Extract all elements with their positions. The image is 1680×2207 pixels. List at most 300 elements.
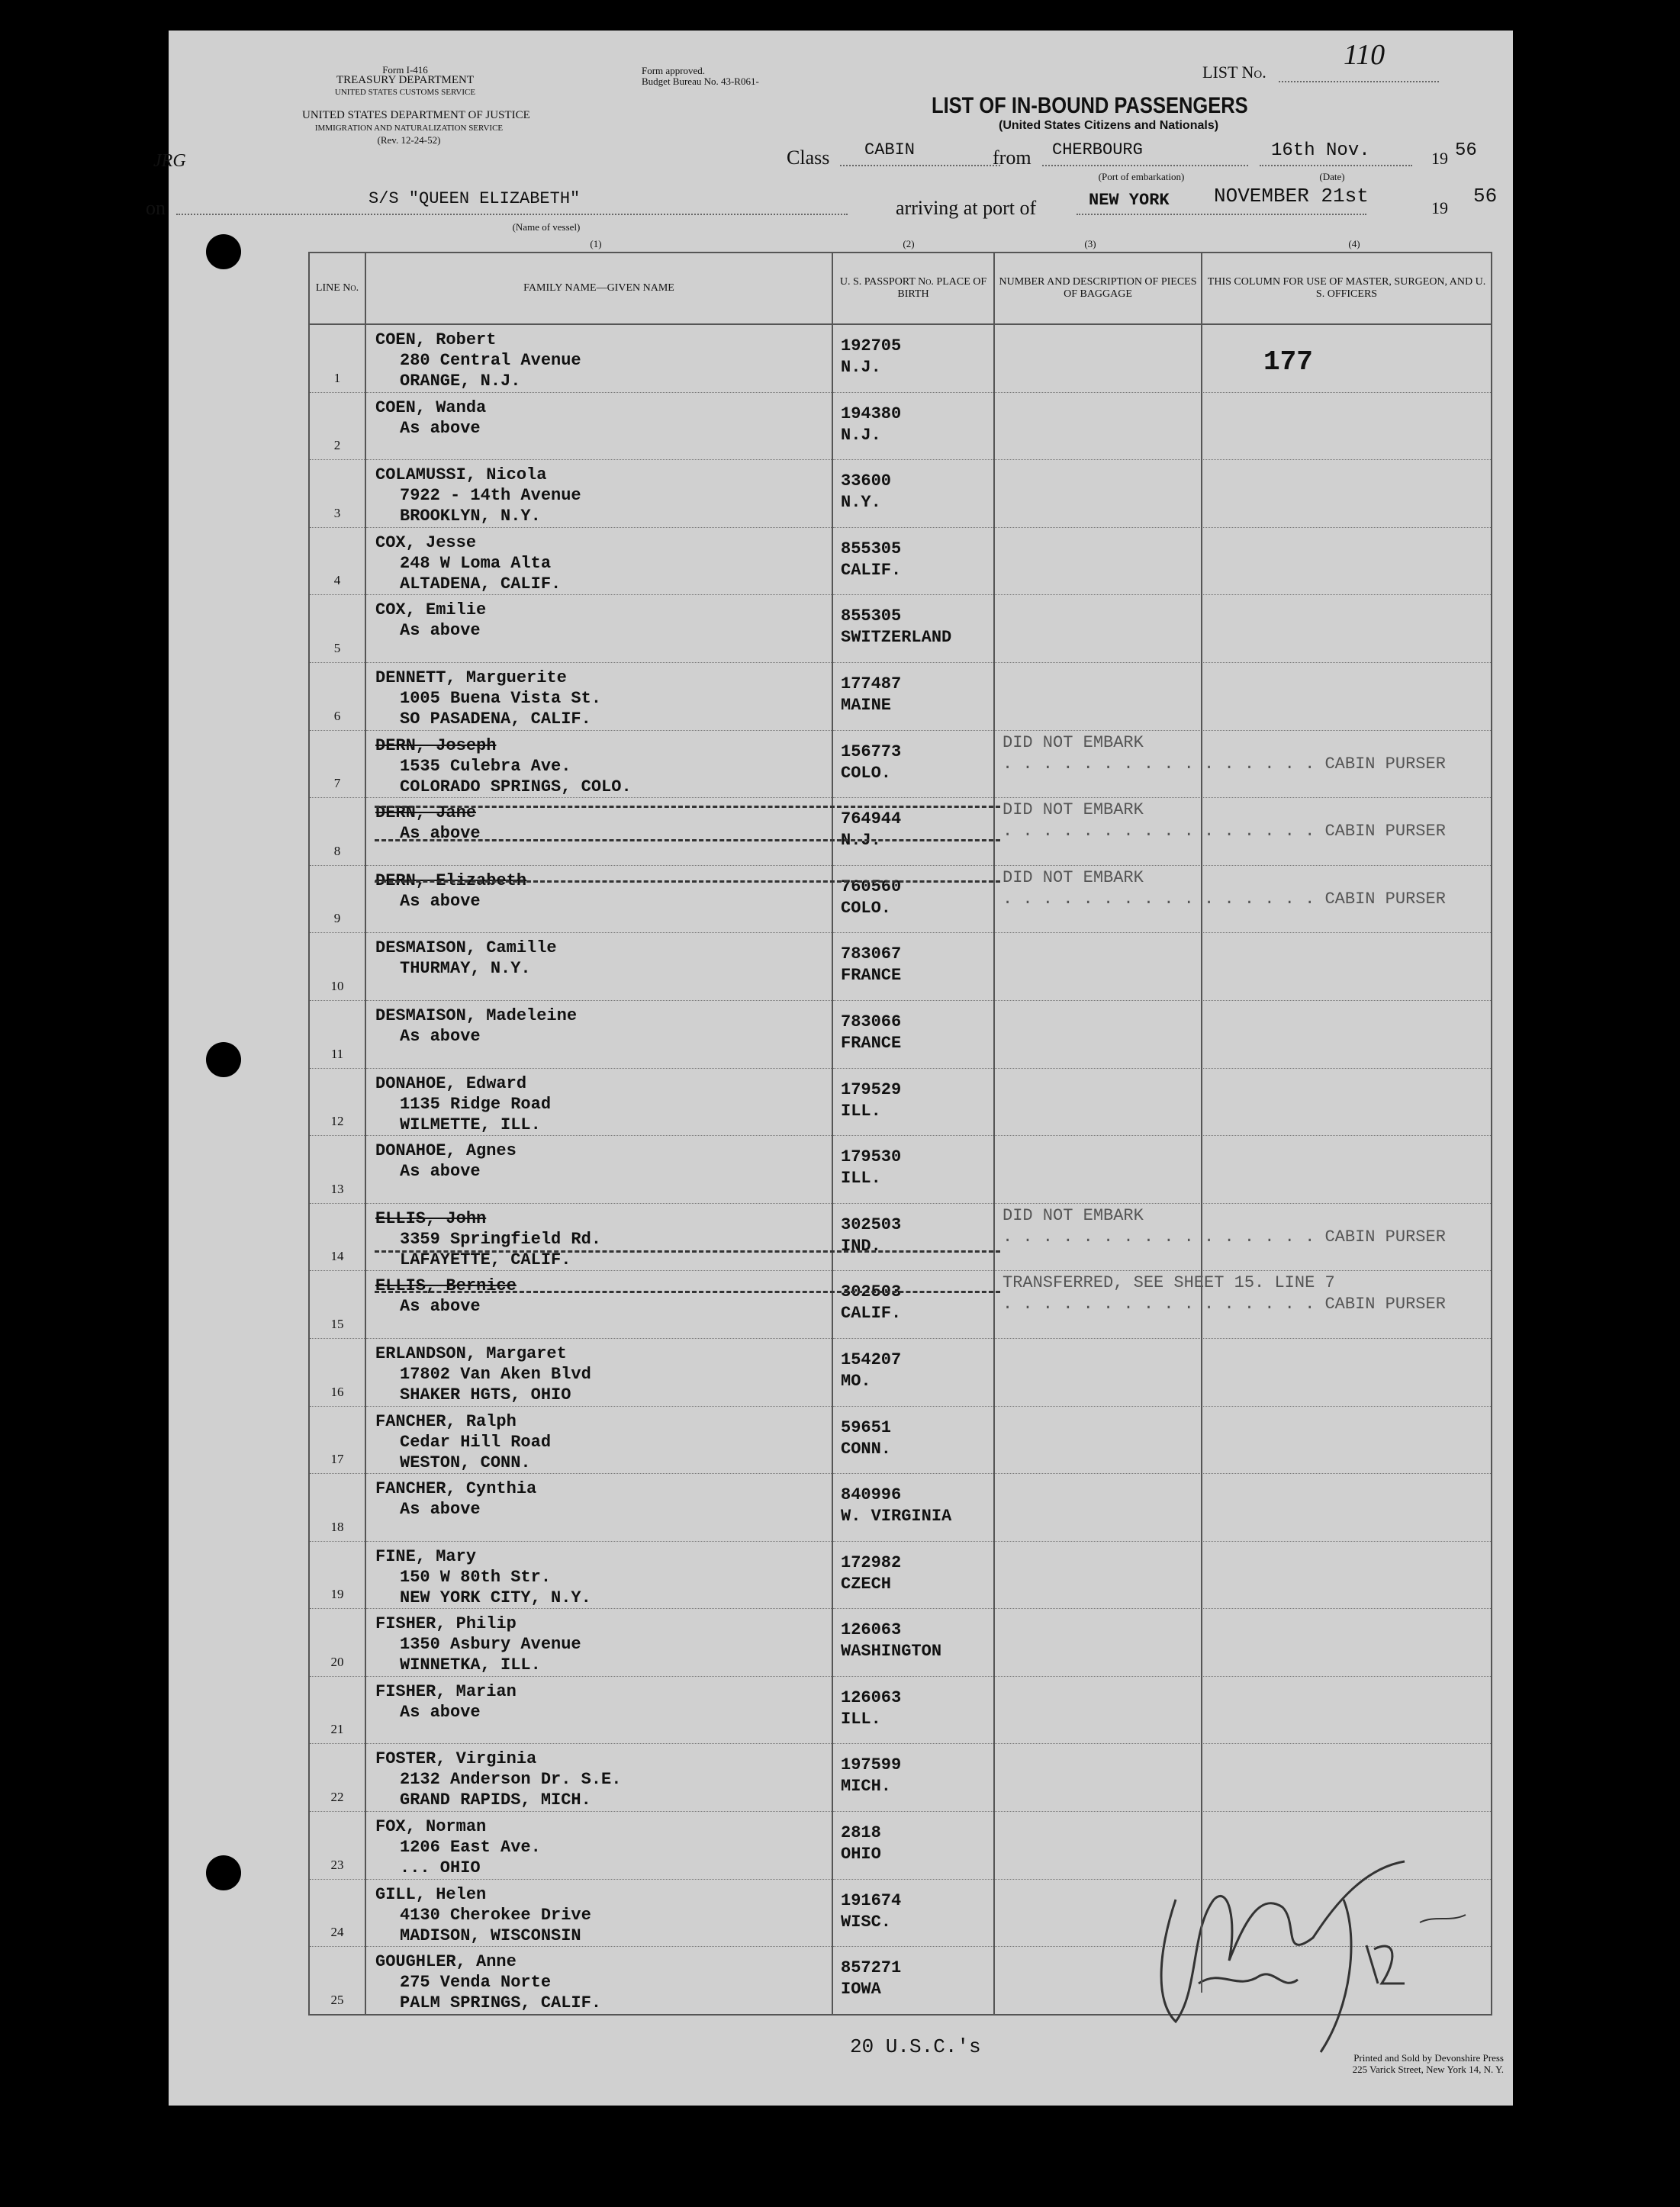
place-of-birth: WASHINGTON [841, 1642, 942, 1662]
family-name-cell [365, 392, 832, 460]
passenger-name: FOSTER, Virginia [375, 1749, 537, 1769]
arrival-port: NEW YORK [1089, 191, 1170, 210]
officer-note: 177 [1263, 346, 1313, 378]
table-row [309, 460, 1492, 528]
line-number: 5 [333, 640, 341, 655]
passport-cell [832, 1812, 994, 1880]
table-row [309, 1609, 1492, 1677]
place-of-birth: MO. [841, 1371, 871, 1391]
family-name-cell [365, 324, 832, 392]
line-number-cell [309, 1271, 365, 1339]
family-name-cell [365, 1879, 832, 1947]
table-row [309, 1000, 1492, 1068]
passenger-address: 1350 Asbury Avenue [400, 1635, 581, 1655]
line-number: 2 [333, 438, 341, 453]
line-number: 12 [330, 1114, 344, 1129]
passport-number: 194380 [841, 404, 902, 423]
baggage-officer-cell [994, 798, 1492, 866]
passenger-address: 7922 - 14th Avenue [400, 486, 581, 506]
purser-note: . . . . . . . . . . . . . . . . CABIN PURSER [1003, 822, 1446, 841]
passenger-name: ERLANDSON, Margaret [375, 1343, 567, 1363]
table-row [309, 662, 1492, 730]
line-number: 7 [333, 776, 341, 791]
baggage-officer-cell [994, 1338, 1492, 1406]
passenger-city: ALTADENA, CALIF. [400, 574, 562, 594]
purser-note: . . . . . . . . . . . . . . . . CABIN PURSER [1003, 1227, 1446, 1247]
passenger-address: As above [400, 891, 481, 911]
passenger-address: 280 Central Avenue [400, 351, 581, 370]
passenger-name: ELLIS, Bernice [375, 1276, 517, 1296]
passport-cell [832, 1000, 994, 1068]
line-number-cell [309, 1203, 365, 1271]
place-of-birth: N.Y. [841, 493, 881, 513]
departure-date: 16th Nov. [1271, 140, 1370, 161]
table-row [309, 1271, 1492, 1339]
line-number: 25 [330, 1992, 344, 2007]
passport-number: 840996 [841, 1485, 902, 1505]
line-number-cell [309, 324, 365, 392]
passenger-city: PALM SPRINGS, CALIF. [400, 1993, 602, 2013]
line-number: 21 [330, 1722, 344, 1737]
col-header-passport: U. S. PASSPORT No. PLACE OF BIRTH [832, 253, 994, 324]
place-of-birth: ILL. [841, 1169, 881, 1189]
departure-year-prefix: 19 [1431, 149, 1448, 168]
passenger-address: 2132 Anderson Dr. S.E. [400, 1770, 622, 1790]
passport-cell [832, 1676, 994, 1744]
vessel-caption: (Name of vessel) [512, 221, 581, 233]
family-name-cell [365, 460, 832, 528]
passenger-address: 1535 Culebra Ave. [400, 756, 571, 776]
passport-cell [832, 1271, 994, 1339]
passenger-address: As above [400, 1026, 481, 1046]
line-number-cell [309, 1879, 365, 1947]
family-name-cell [365, 1609, 832, 1677]
passenger-name: COEN, Wanda [375, 397, 487, 417]
passenger-address: As above [400, 1297, 481, 1317]
passenger-address: Cedar Hill Road [400, 1432, 552, 1452]
passport-number: 59651 [841, 1417, 892, 1437]
passport-number: 156773 [841, 742, 902, 761]
passport-cell [832, 730, 994, 798]
family-name-cell [365, 1338, 832, 1406]
passport-cell [832, 662, 994, 730]
passenger-city: LAFAYETTE, CALIF. [400, 1250, 571, 1269]
baggage-note: DID NOT EMBARK [1003, 867, 1144, 887]
passenger-address: As above [400, 1500, 481, 1520]
place-of-birth: CALIF. [841, 560, 902, 580]
punch-hole-top [206, 234, 241, 269]
family-name-cell [365, 1812, 832, 1880]
place-of-birth: ILL. [841, 1709, 881, 1729]
place-of-birth: FRANCE [841, 966, 902, 986]
passport-cell [832, 933, 994, 1001]
line-number: 4 [333, 573, 341, 588]
form-approved [642, 66, 759, 87]
baggage-officer-cell [994, 1068, 1492, 1136]
place-of-birth: ILL. [841, 1101, 881, 1121]
passport-cell [832, 1338, 994, 1406]
place-of-birth: COLO. [841, 898, 892, 918]
passenger-name: DESMAISON, Madeleine [375, 1005, 578, 1025]
passenger-name: DESMAISON, Camille [375, 938, 557, 958]
table-row [309, 1744, 1492, 1812]
baggage-officer-cell [994, 730, 1492, 798]
date-caption: (Date) [1319, 171, 1345, 182]
cancel-line-row-15 [375, 1291, 1000, 1293]
passenger-name: DERN, Elizabeth [375, 870, 527, 890]
baggage-officer-cell [994, 1406, 1492, 1474]
line-number: 8 [333, 843, 341, 858]
punch-hole-middle [206, 1042, 241, 1077]
passport-cell [832, 1203, 994, 1271]
passport-number: 126063 [841, 1687, 902, 1707]
line-number-cell [309, 1136, 365, 1204]
baggage-officer-cell [994, 1609, 1492, 1677]
passport-cell [832, 1406, 994, 1474]
table-row [309, 933, 1492, 1001]
line-number: 22 [330, 1790, 344, 1805]
passport-number: 760560 [841, 877, 902, 896]
class-label: Class [787, 146, 830, 169]
table-row [309, 1203, 1492, 1271]
passenger-name: GILL, Helen [375, 1884, 487, 1904]
place-of-birth: OHIO [841, 1845, 881, 1864]
treasury-label: TREASURY DEPARTMENT [336, 74, 475, 86]
family-name-cell [365, 595, 832, 663]
line-number-cell [309, 595, 365, 663]
table-header-row [309, 253, 1492, 324]
line-number-cell [309, 1000, 365, 1068]
place-of-birth: CALIF. [841, 1304, 902, 1324]
manifest-page [146, 31, 1513, 2106]
form-approved-text: Form approved. [642, 65, 706, 76]
place-of-birth: W. VIRGINIA [841, 1507, 952, 1527]
baggage-officer-cell [994, 1000, 1492, 1068]
list-no-label: LIST No. [1202, 63, 1266, 82]
family-name-cell [365, 1068, 832, 1136]
cancel-line-row-14 [375, 1250, 1000, 1253]
on-label: on [146, 197, 166, 219]
passenger-city: WILMETTE, ILL. [400, 1115, 541, 1134]
passport-number: 172982 [841, 1552, 902, 1572]
budget-bureau: Budget Bureau No. 43-R061- [642, 76, 759, 87]
baggage-officer-cell [994, 324, 1492, 392]
line-number-cell [309, 1406, 365, 1474]
table-row [309, 865, 1492, 933]
family-name-cell [365, 865, 832, 933]
family-name-cell [365, 933, 832, 1001]
printer-line-2: 225 Varick Street, New York 14, N. Y. [1352, 2064, 1504, 2075]
passenger-name: DONAHOE, Edward [375, 1073, 527, 1093]
place-of-birth: N.J. [841, 831, 881, 851]
passport-cell [832, 324, 994, 392]
passenger-city: SO PASADENA, CALIF. [400, 709, 591, 729]
baggage-note: TRANSFERRED, SEE SHEET 15. LINE 7 [1003, 1273, 1335, 1293]
passenger-name: DENNETT, Marguerite [375, 668, 567, 687]
col-header-line-no: LINE No. [309, 253, 365, 324]
family-name-cell [365, 1474, 832, 1542]
passport-number: 764944 [841, 809, 902, 829]
passenger-address: 150 W 80th Str. [400, 1567, 552, 1587]
line-number-cell [309, 933, 365, 1001]
table-row [309, 1541, 1492, 1609]
cancel-line-row-8 [375, 839, 1000, 841]
purser-note: . . . . . . . . . . . . . . . . CABIN PURSER [1003, 889, 1446, 909]
arrival-year-prefix: 19 [1431, 198, 1448, 217]
line-number: 10 [330, 978, 344, 993]
passenger-city: NEW YORK CITY, N.Y. [400, 1588, 591, 1607]
departure-year: 56 [1455, 140, 1477, 161]
passport-number: 783066 [841, 1012, 902, 1031]
baggage-officer-cell [994, 1474, 1492, 1542]
passport-cell [832, 595, 994, 663]
passport-cell [832, 1879, 994, 1947]
passport-cell [832, 1744, 994, 1812]
passenger-address: 1206 East Ave. [400, 1838, 541, 1858]
line-number-cell [309, 1947, 365, 2015]
passenger-address: As above [400, 1702, 481, 1722]
passport-cell [832, 1609, 994, 1677]
col-3-number: (3) [1084, 238, 1096, 249]
line-number: 17 [330, 1452, 344, 1467]
baggage-officer-cell [994, 527, 1492, 595]
family-name-cell [365, 1271, 832, 1339]
passenger-city: WESTON, CONN. [400, 1453, 531, 1472]
family-name-cell [365, 730, 832, 798]
passenger-address: 1005 Buena Vista St. [400, 688, 602, 708]
col-1-number: (1) [590, 238, 602, 249]
passport-cell [832, 460, 994, 528]
place-of-birth: N.J. [841, 425, 881, 445]
baggage-officer-cell [994, 1744, 1492, 1812]
passport-number: 179529 [841, 1079, 902, 1099]
family-name-cell [365, 662, 832, 730]
passenger-city: THURMAY, N.Y. [400, 959, 531, 979]
passenger-city: ... OHIO [400, 1858, 481, 1878]
table-row [309, 324, 1492, 392]
line-number-cell [309, 1812, 365, 1880]
passenger-address: 248 W Loma Alta [400, 553, 552, 573]
passenger-address: As above [400, 824, 481, 844]
customs-label: UNITED STATES CUSTOMS SERVICE [334, 88, 476, 97]
passport-cell [832, 527, 994, 595]
family-name-cell [365, 1203, 832, 1271]
place-of-birth: CZECH [841, 1574, 892, 1594]
passenger-table [308, 252, 1492, 2016]
table-row [309, 1068, 1492, 1136]
arrival-year: 56 [1473, 185, 1498, 208]
line-number: 24 [330, 1925, 344, 1940]
rev-label: (Rev. 12-24-52) [377, 134, 441, 146]
line-number: 11 [330, 1046, 344, 1061]
table-row [309, 1676, 1492, 1744]
baggage-note: DID NOT EMBARK [1003, 800, 1144, 820]
passport-number: 302503 [841, 1214, 902, 1234]
passenger-name: GOUGHLER, Anne [375, 1952, 517, 1972]
family-name-cell [365, 1744, 832, 1812]
passenger-name: ELLIS, John [375, 1208, 487, 1228]
passenger-name: COX, Emilie [375, 600, 487, 620]
passport-cell [832, 1136, 994, 1204]
passport-number: 191674 [841, 1890, 902, 1910]
passenger-name: COEN, Robert [375, 330, 497, 349]
baggage-officer-cell [994, 1136, 1492, 1204]
passenger-address: 17802 Van Aken Blvd [400, 1364, 591, 1384]
line-number: 3 [333, 505, 341, 520]
printer-line-1: Printed and Sold by Devonshire Press [1353, 2052, 1504, 2064]
passenger-address: As above [400, 1162, 481, 1182]
vessel-name: S/S "QUEEN ELIZABETH" [369, 189, 581, 208]
page-subtitle: (United States Citizens and Nationals) [999, 119, 1219, 132]
cancel-line-row-7 [375, 806, 1000, 808]
passenger-address: As above [400, 621, 481, 641]
passenger-address: 4130 Cherokee Drive [400, 1905, 591, 1925]
line-number-cell [309, 730, 365, 798]
from-value: CHERBOURG [1052, 140, 1143, 159]
family-name-cell [365, 527, 832, 595]
passport-number: 855305 [841, 539, 902, 558]
table-row [309, 730, 1492, 798]
baggage-officer-cell [994, 460, 1492, 528]
baggage-officer-cell [994, 1676, 1492, 1744]
passenger-name: FANCHER, Ralph [375, 1411, 517, 1431]
line-number-cell [309, 1609, 365, 1677]
passport-number: 302503 [841, 1282, 902, 1302]
place-of-birth: IND. [841, 1236, 881, 1256]
col-header-officers: THIS COLUMN FOR USE OF MASTER, SURGEON, AND U. S. OFFICERS [1202, 253, 1492, 324]
initials: JRG [153, 151, 186, 171]
place-of-birth: IOWA [841, 1980, 881, 1999]
line-number-cell [309, 392, 365, 460]
total-count: 20 U.S.C.'s [850, 2035, 981, 2058]
purser-note: . . . . . . . . . . . . . . . . CABIN PURSER [1003, 754, 1446, 774]
passport-number: 154207 [841, 1350, 902, 1369]
place-of-birth: FRANCE [841, 1033, 902, 1053]
family-name-cell [365, 1676, 832, 1744]
place-of-birth: SWITZERLAND [841, 628, 952, 648]
line-number: 15 [330, 1316, 344, 1331]
col-header-baggage: NUMBER AND DESCRIPTION OF PIECES OF BAGGAGE [994, 253, 1202, 324]
passenger-city: WINNETKA, ILL. [400, 1655, 541, 1675]
passenger-name: COLAMUSSI, Nicola [375, 465, 547, 485]
arriving-label: arriving at port of [896, 197, 1037, 219]
line-number-cell [309, 1474, 365, 1542]
passport-number: 857271 [841, 1958, 902, 1978]
family-name-cell [365, 1406, 832, 1474]
table-row [309, 392, 1492, 460]
punch-hole-bottom [206, 1855, 241, 1890]
place-of-birth: MICH. [841, 1777, 892, 1797]
table-row [309, 1406, 1492, 1474]
col-4-number: (4) [1348, 238, 1360, 249]
family-name-cell [365, 1541, 832, 1609]
family-name-cell [365, 1000, 832, 1068]
passenger-address: 3359 Springfield Rd. [400, 1229, 602, 1249]
purser-note: . . . . . . . . . . . . . . . . CABIN PURSER [1003, 1295, 1446, 1314]
ins-label: IMMIGRATION AND NATURALIZATION SERVICE [314, 124, 504, 133]
passport-cell [832, 392, 994, 460]
from-label: from [993, 146, 1031, 169]
passenger-name: DONAHOE, Agnes [375, 1141, 517, 1161]
line-number-cell [309, 1541, 365, 1609]
passenger-name: FINE, Mary [375, 1546, 477, 1566]
passenger-city: MADISON, WISCONSIN [400, 1925, 581, 1945]
line-number-cell [309, 1338, 365, 1406]
line-number: 14 [330, 1249, 344, 1264]
line-number: 6 [333, 708, 341, 723]
table-row [309, 595, 1492, 663]
passport-cell [832, 1474, 994, 1542]
passenger-name: DERN, Joseph [375, 735, 497, 755]
place-of-birth: COLO. [841, 763, 892, 783]
baggage-note: DID NOT EMBARK [1003, 1205, 1144, 1225]
baggage-officer-cell [994, 1541, 1492, 1609]
passport-cell [832, 1541, 994, 1609]
line-number: 18 [330, 1519, 344, 1534]
passenger-city: BROOKLYN, N.Y. [400, 507, 541, 526]
passport-number: 855305 [841, 606, 902, 626]
passenger-address: As above [400, 418, 481, 438]
passport-number: 783067 [841, 944, 902, 964]
line-number-cell [309, 1068, 365, 1136]
passenger-name: DERN, Jane [375, 803, 477, 823]
port-embark-caption: (Port of embarkation) [1098, 171, 1185, 182]
family-name-cell [365, 1947, 832, 2015]
line-number: 13 [330, 1181, 344, 1196]
place-of-birth: N.J. [841, 358, 881, 377]
table-row [309, 527, 1492, 595]
passenger-name: FOX, Norman [375, 1817, 487, 1837]
passport-cell [832, 1947, 994, 2015]
table-row [309, 1338, 1492, 1406]
passenger-city: COLORADO SPRINGS, COLO. [400, 777, 632, 796]
col-2-number: (2) [903, 238, 915, 249]
table-row [309, 1474, 1492, 1542]
baggage-officer-cell [994, 662, 1492, 730]
arrival-date: NOVEMBER 21st [1214, 185, 1369, 208]
cancel-line-row-9 [375, 880, 1000, 883]
passenger-city: GRAND RAPIDS, MICH. [400, 1790, 591, 1810]
baggage-officer-cell [994, 595, 1492, 663]
printer-note [1237, 2052, 1504, 2075]
line-number-cell [309, 1676, 365, 1744]
line-number-cell [309, 798, 365, 866]
passenger-name: FANCHER, Cynthia [375, 1479, 537, 1499]
line-number: 20 [330, 1654, 344, 1669]
passport-number: 177487 [841, 674, 902, 693]
passport-number: 2818 [841, 1823, 881, 1843]
passenger-city: ORANGE, N.J. [400, 372, 521, 391]
baggage-officer-cell [994, 1203, 1492, 1271]
passport-number: 179530 [841, 1147, 902, 1167]
passport-number: 126063 [841, 1620, 902, 1640]
passenger-name: FISHER, Philip [375, 1614, 517, 1634]
class-value: CABIN [864, 140, 916, 159]
inspector-signature [1130, 1808, 1481, 2060]
family-name-cell [365, 1136, 832, 1204]
place-of-birth: WISC. [841, 1912, 892, 1932]
passenger-address: 275 Venda Norte [400, 1973, 552, 1993]
passenger-name: FISHER, Marian [375, 1681, 517, 1701]
line-number-cell [309, 662, 365, 730]
line-number: 9 [333, 911, 341, 926]
line-number-cell [309, 460, 365, 528]
form-number: Form I-416 [382, 64, 428, 76]
baggage-officer-cell [994, 1271, 1492, 1339]
passport-number: 33600 [841, 471, 892, 491]
passport-cell [832, 1068, 994, 1136]
baggage-officer-cell [994, 933, 1492, 1001]
